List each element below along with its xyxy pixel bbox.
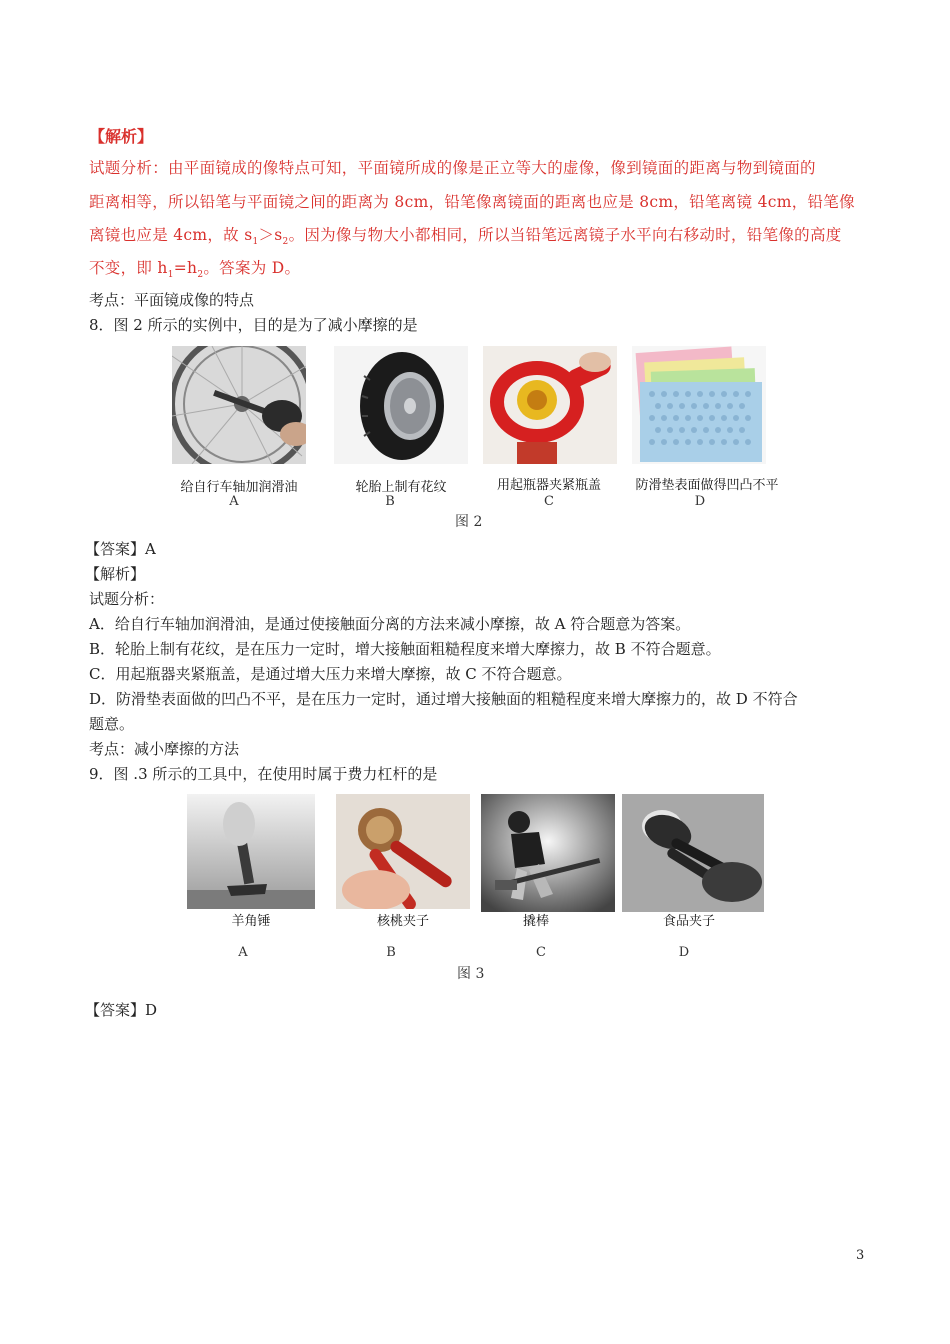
q8-option-a: A．给自行车轴加润滑油，是通过使接触面分离的方法来减小摩擦，故 A 符合题意为答案。 [89,615,691,633]
q9-letter-c: C [536,945,546,960]
q8-answer: 【答案】A [85,540,156,558]
q8-analysis-heading: 【解析】 [85,565,146,583]
anti-slip-mat-image [632,346,766,464]
q8-letter-c: C [544,494,554,509]
q9-letter-a: A [238,945,248,960]
analysis-heading: 【解析】 [89,127,154,146]
food-tongs-image [622,794,764,912]
analysis-line-4: 不变，即 $h_1=h_2$。答案为 D。 [89,259,301,281]
q9-answer: 【答案】D [85,1001,158,1019]
q8-question: 8．图 2 所示的实例中，目的是为了减小摩擦的是 [89,316,418,334]
q8-caption-a: 给自行车轴加润滑油 [180,480,298,495]
nutcracker-image [336,794,470,909]
q8-option-d-line1: D．防滑垫表面做的凹凸不平，是在压力一定时，通过增大接触面的粗糙程度来增大摩擦力的，故 D 不符合 [89,690,798,708]
q8-option-c: C．用起瓶器夹紧瓶盖，是通过增大压力来增大摩擦，故 C 不符合题意。 [89,665,572,683]
q8-caption-c: 用起瓶器夹紧瓶盖 [496,478,601,493]
q8-caption-d: 防滑垫表面做得凹凸不平 [635,478,779,493]
analysis-line-3: 离镜也应是 4cm，故 $s_1>s_2$。因为像与物大小都相同，所以当铅笔远离镜子水平向右移动时，铅笔像的高度 [89,226,842,248]
q8-letter-b: B [385,494,395,509]
q8-analysis-intro: 试题分析： [89,590,165,608]
crowbar-image [481,794,615,912]
q8-option-b: B．轮胎上制有花纹，是在压力一定时，增大接触面粗糙程度来增大摩擦力，故 B 不符合题意。 [89,640,721,658]
claw-hammer-image [187,794,315,909]
analysis-line-2: 距离相等，所以铅笔与平面镜之间的距离为 8cm，铅笔像离镜面的距离也应是 8cm，铅笔离镜 4cm，铅笔像 [89,193,855,211]
q9-letter-d: D [678,945,690,960]
figure-2-label: 图 2 [455,514,483,530]
bicycle-axle-oil-image [172,346,306,464]
q8-caption-b: 轮胎上制有花纹 [355,480,447,495]
q8-letter-d: D [694,494,706,509]
kaodian-2: 考点：减小摩擦的方法 [89,740,240,758]
q9-caption-c: 撬棒 [522,914,549,929]
analysis-line-1: 试题分析：由平面镜成的像特点可知，平面镜所成的像是正立等大的虚像，像到镜面的距离与物到镜面的 [89,159,816,177]
bottle-opener-image [483,346,617,464]
q8-letter-a: A [229,494,239,509]
q9-letter-b: B [386,945,396,960]
tire-image [334,346,468,464]
q9-caption-d: 食品夹子 [662,914,715,929]
q9-caption-a: 羊角锤 [231,914,271,929]
page-number: 3 [856,1248,865,1263]
q9-caption-b: 核桃夹子 [376,914,429,929]
figure-3-label: 图 3 [457,966,485,982]
q9-question: 9．图 .3 所示的工具中，在使用时属于费力杠杆的是 [89,765,438,783]
kaodian-1: 考点：平面镜成像的特点 [89,291,255,309]
q8-option-d-line2: 题意。 [89,715,135,733]
